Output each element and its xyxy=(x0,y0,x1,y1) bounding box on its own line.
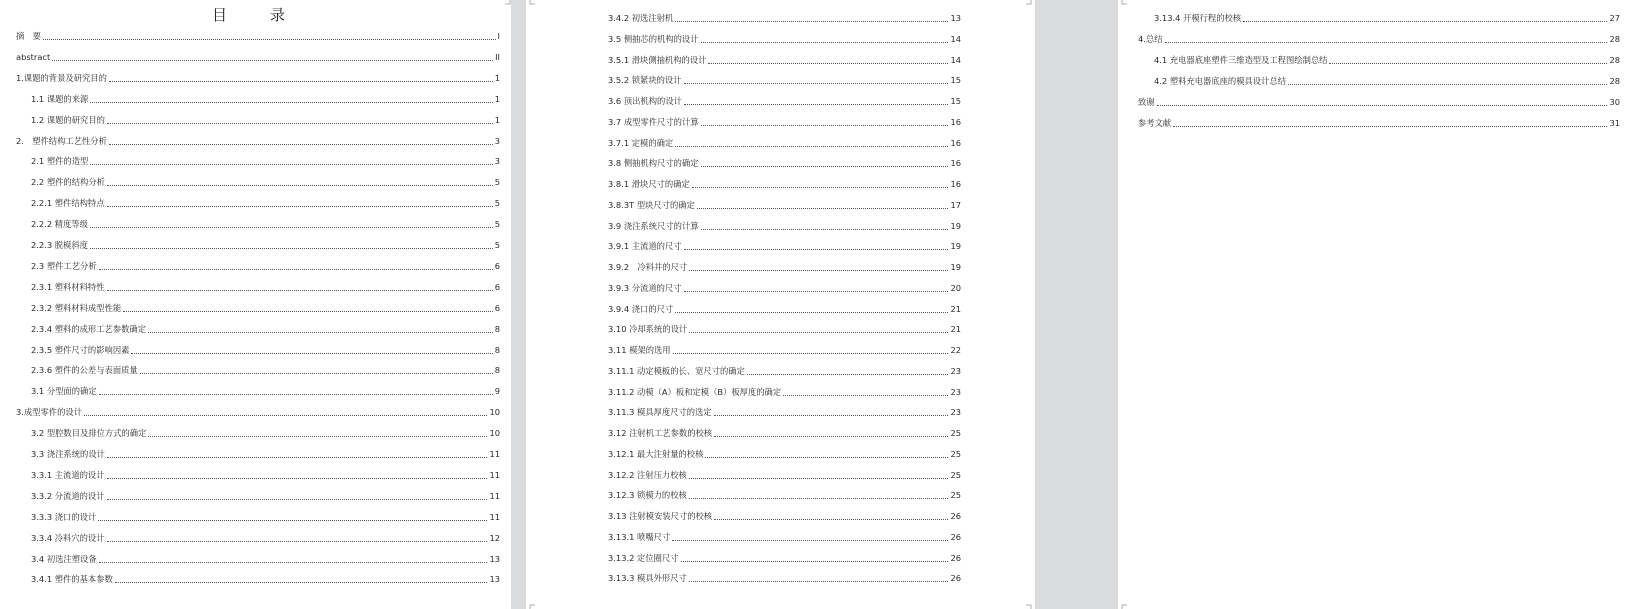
toc-entry-title: 3.3.1 主流道的设计 xyxy=(31,469,105,480)
toc-entry-title: 3.5 侧抽芯的机构的设计 xyxy=(608,33,699,44)
toc-entry[interactable] xyxy=(608,75,961,86)
dot-leader xyxy=(1157,105,1608,106)
toc-entry-title: 3.6 顶出机构的设计 xyxy=(608,96,682,106)
toc-entry-title: 3.13.3 模具外形尺寸 xyxy=(608,573,687,584)
toc-page-number: 8 xyxy=(494,323,500,334)
dot-leader xyxy=(109,144,493,145)
toc-page-number: 11 xyxy=(489,511,500,522)
dot-leader xyxy=(783,395,948,396)
toc-entry-title: 4.总结 xyxy=(1138,33,1163,44)
toc-entry[interactable] xyxy=(608,304,961,315)
dot-leader xyxy=(705,457,948,458)
dot-leader xyxy=(701,229,949,230)
dot-leader xyxy=(140,373,493,374)
toc-page-number: 23 xyxy=(950,365,961,376)
toc-entry-title: 3.11.1 动定模板的长、宽尺寸的确定 xyxy=(608,365,745,376)
dot-leader xyxy=(684,249,949,250)
toc-entry-title: 2.3.1 塑料材料特性 xyxy=(31,281,105,292)
page-corner-mark xyxy=(1026,0,1035,9)
toc-page-number: 20 xyxy=(950,282,961,293)
toc-entry-title: 3.1 分型面的确定 xyxy=(31,386,97,397)
toc-entry[interactable] xyxy=(31,470,500,481)
dot-leader xyxy=(689,581,949,582)
dot-leader xyxy=(123,311,493,312)
toc-entry[interactable] xyxy=(608,387,961,398)
toc-entry[interactable] xyxy=(16,407,500,418)
toc-entry-title: abstract xyxy=(16,51,51,62)
toc-entry[interactable] xyxy=(608,117,961,128)
toc-page-number: 28 xyxy=(1609,54,1620,65)
dot-leader xyxy=(109,81,493,82)
toc-page-number: 22 xyxy=(950,345,961,355)
toc-entry[interactable] xyxy=(608,366,961,377)
toc-entry-title: 致谢 xyxy=(1138,96,1155,107)
toc-entry-title: 3.10 冷却系统的设计 xyxy=(608,324,688,335)
dot-leader xyxy=(675,146,948,147)
toc-entry-title: 3.8.3T 型块尺寸的确定 xyxy=(608,199,695,210)
toc-entry[interactable] xyxy=(31,219,500,230)
toc-entry-title: 2.3.6 塑件的公差与表面质量 xyxy=(31,365,138,376)
dot-leader xyxy=(107,478,488,479)
toc-entry-title: 3.11.3 模具厚度尺寸的选定 xyxy=(608,407,712,418)
toc-entry-title: 2. 塑件结构工艺性分析 xyxy=(16,135,107,146)
toc-entry[interactable] xyxy=(31,282,500,293)
toc-entry-title: 参考文献 xyxy=(1138,117,1172,128)
dot-leader xyxy=(107,457,488,458)
toc-entry[interactable] xyxy=(608,428,961,439)
toc-page-number: 17 xyxy=(950,199,961,210)
toc-entry-title: 3.12.2 注射压力校核 xyxy=(608,469,687,480)
toc-page-number: 19 xyxy=(950,262,961,272)
toc-entry[interactable] xyxy=(608,158,961,169)
toc-page-number: 16 xyxy=(950,158,961,169)
toc-entry-title: 3.13.4 开模行程的校核 xyxy=(1154,13,1242,23)
dot-leader xyxy=(708,63,948,64)
dot-leader xyxy=(681,561,949,562)
toc-entry[interactable] xyxy=(608,449,961,460)
toc-page-number: 27 xyxy=(1609,13,1620,23)
toc-entry[interactable] xyxy=(31,449,500,460)
toc-entry-title: 1.1 课题的来源 xyxy=(31,93,89,104)
dot-leader xyxy=(672,540,948,541)
toc-entry-title: 4.1 充电器底座塑件三维造型及工程图绘制总结 xyxy=(1154,54,1328,65)
toc-entry-title: 2.2 塑件的结构分析 xyxy=(31,177,105,188)
toc-entry[interactable] xyxy=(608,345,961,356)
toc-entry-title: 3.4 初选注塑设备 xyxy=(31,553,97,564)
dot-leader xyxy=(90,248,493,249)
toc-entry[interactable] xyxy=(608,96,961,107)
toc-page-number: 15 xyxy=(950,96,961,106)
toc-entry-title: 3.3.2 分流道的设计 xyxy=(31,490,105,501)
toc-page-number: 26 xyxy=(950,511,961,521)
toc-page-number: 3 xyxy=(494,135,500,146)
toc-entry[interactable] xyxy=(1154,13,1620,24)
toc-page-number: I xyxy=(497,31,500,41)
toc-entry[interactable] xyxy=(608,283,961,294)
toc-entry-title: 3.8 侧抽机构尺寸的确定 xyxy=(608,158,699,169)
dot-leader xyxy=(684,291,949,292)
toc-page-number: 21 xyxy=(950,303,961,314)
toc-entry[interactable] xyxy=(31,261,500,272)
toc-page-number: 14 xyxy=(950,54,961,65)
toc-page-number: 5 xyxy=(494,177,500,188)
toc-entry[interactable] xyxy=(1154,76,1620,87)
toc-entry-title: 3.11 模架的选用 xyxy=(608,345,671,355)
toc-entry[interactable] xyxy=(608,55,961,66)
toc-entry[interactable] xyxy=(608,532,961,543)
dot-leader xyxy=(689,270,948,271)
toc-entry[interactable] xyxy=(31,533,500,544)
toc-page-number: 26 xyxy=(950,552,961,563)
toc-entry[interactable] xyxy=(31,115,500,126)
dot-leader xyxy=(689,478,949,479)
toc-entry[interactable] xyxy=(608,138,961,149)
dot-leader xyxy=(1165,42,1608,43)
toc-page-number: 3 xyxy=(494,156,500,167)
toc-page-number: 5 xyxy=(494,240,500,250)
toc-entry-title: 3.3 浇注系统的设计 xyxy=(31,449,105,459)
dot-leader xyxy=(90,102,492,103)
toc-page-number: 14 xyxy=(950,33,961,44)
dot-leader xyxy=(107,499,488,500)
dot-leader xyxy=(701,42,949,43)
toc-entry[interactable] xyxy=(31,345,500,356)
dot-leader xyxy=(684,83,949,84)
toc-entry-title: 摘 要 xyxy=(16,31,41,41)
dot-leader xyxy=(701,166,949,167)
dot-leader xyxy=(107,123,493,124)
document-page-1 xyxy=(0,0,511,609)
dot-leader xyxy=(1329,63,1607,64)
toc-entry-title: 2.3 塑件工艺分析 xyxy=(31,260,97,271)
dot-leader xyxy=(148,436,487,437)
toc-page-number: 25 xyxy=(950,490,961,501)
toc-entry[interactable] xyxy=(31,365,500,376)
toc-entry-title: 4.2 塑料充电器底座的模具设计总结 xyxy=(1154,75,1286,86)
document-page-2 xyxy=(526,0,1035,609)
dot-leader xyxy=(714,415,949,416)
toc-entry[interactable] xyxy=(608,573,961,584)
toc-entry[interactable] xyxy=(608,324,961,335)
dot-leader xyxy=(675,21,948,22)
dot-leader xyxy=(675,312,948,313)
dot-leader xyxy=(689,332,948,333)
toc-entry-title: 3.9.1 主流道的尺寸 xyxy=(608,241,682,252)
toc-entry[interactable] xyxy=(608,200,961,211)
toc-entry[interactable] xyxy=(608,490,961,501)
dot-leader xyxy=(1288,84,1607,85)
toc-entry-title: 3.7.1 定模的确定 xyxy=(608,137,674,148)
toc-page-number: 16 xyxy=(950,116,961,127)
toc-entry[interactable] xyxy=(608,470,961,481)
toc-entry[interactable] xyxy=(608,179,961,190)
toc-entry[interactable] xyxy=(608,13,961,24)
toc-entry[interactable] xyxy=(31,512,500,523)
toc-page-number: 28 xyxy=(1609,33,1620,44)
toc-entry-title: 2.2.1 塑件结构特点 xyxy=(31,198,105,209)
toc-entry-title: 3.9 浇注系统尺寸的计算 xyxy=(608,220,699,231)
dot-leader xyxy=(43,39,496,40)
toc-page-number: 11 xyxy=(489,469,500,480)
toc-page-number: 9 xyxy=(494,386,500,397)
toc-entry-title: 3.2 型腔数目及排位方式的确定 xyxy=(31,428,147,439)
toc-entry-title: 2.3.4 塑料的成形工艺参数确定 xyxy=(31,323,147,334)
toc-entry-title: 3.4.2 初选注射机 xyxy=(608,13,674,23)
toc-entry-title: 1.2 课题的研究目的 xyxy=(31,114,105,125)
toc-page-number: 25 xyxy=(950,469,961,480)
toc-entry[interactable] xyxy=(608,221,961,232)
dot-leader xyxy=(115,582,488,583)
toc-page-number: 6 xyxy=(494,302,500,313)
toc-entry-title: 2.3.5 塑件尺寸的影响因素 xyxy=(31,344,130,355)
toc-entry[interactable] xyxy=(1138,34,1620,45)
toc-page-number: 8 xyxy=(494,344,500,355)
toc-entry-title: 2.2.3 脱模斜度 xyxy=(31,240,88,250)
dot-leader xyxy=(90,164,492,165)
toc-entry-title: 2.2.2 精度等级 xyxy=(31,219,88,230)
dot-leader xyxy=(673,353,949,354)
toc-entry[interactable] xyxy=(31,324,500,335)
toc-entry[interactable] xyxy=(16,31,500,42)
toc-page-number: 10 xyxy=(489,428,500,439)
dot-leader xyxy=(1243,21,1607,22)
toc-entry[interactable] xyxy=(31,177,500,188)
toc-page-number: 19 xyxy=(950,220,961,231)
toc-entry[interactable] xyxy=(31,303,500,314)
dot-leader xyxy=(714,436,948,437)
toc-entry[interactable] xyxy=(31,156,500,167)
dot-leader xyxy=(701,125,949,126)
dot-leader xyxy=(148,332,493,333)
toc-page-number: 25 xyxy=(950,448,961,459)
toc-entry-title: 1.课题的背景及研究目的 xyxy=(16,72,107,83)
toc-entry[interactable] xyxy=(31,491,500,502)
dot-leader xyxy=(747,374,949,375)
dot-leader xyxy=(99,562,488,563)
toc-page-number: 19 xyxy=(950,241,961,252)
toc-page-number: 15 xyxy=(950,75,961,86)
dot-leader xyxy=(52,60,493,61)
toc-page-number: 12 xyxy=(489,532,500,543)
toc-page-number: 5 xyxy=(494,198,500,209)
toc-entry[interactable] xyxy=(16,52,500,63)
toc-entry-title: 3.9.3 分流道的尺寸 xyxy=(608,282,682,293)
toc-entry[interactable] xyxy=(31,554,500,565)
toc-entry-title: 3.成型零件的设计 xyxy=(16,407,82,418)
toc-entry[interactable] xyxy=(31,94,500,105)
dot-leader xyxy=(107,541,488,542)
toc-entry-title: 2.1 塑件的造型 xyxy=(31,156,89,167)
toc-entry[interactable] xyxy=(1138,97,1620,108)
toc-entry[interactable] xyxy=(608,553,961,564)
dot-leader xyxy=(107,206,493,207)
toc-page-number: 30 xyxy=(1609,96,1620,107)
dot-leader xyxy=(131,353,492,354)
dot-leader xyxy=(684,104,949,105)
toc-page-number: 26 xyxy=(950,573,961,584)
toc-entry-title: 2.3.2 塑料材料成型性能 xyxy=(31,302,122,313)
toc-page-number: II xyxy=(495,51,500,62)
toc-entry[interactable] xyxy=(608,511,961,522)
toc-entry[interactable] xyxy=(31,198,500,209)
page-corner-mark xyxy=(1118,600,1127,609)
toc-entry-title: 3.13.2 定位圈尺寸 xyxy=(608,552,679,563)
toc-page-number: 26 xyxy=(950,531,961,542)
toc-entry[interactable] xyxy=(16,136,500,147)
toc-entry-title: 3.13.1 喷嘴尺寸 xyxy=(608,531,671,542)
toc-page-number: 1 xyxy=(494,114,500,125)
toc-page-number: 13 xyxy=(489,553,500,564)
toc-entry[interactable] xyxy=(31,240,500,251)
toc-entry-title: 3.3.4 冷料穴的设计 xyxy=(31,532,105,543)
toc-entry[interactable] xyxy=(608,407,961,418)
dot-leader xyxy=(99,269,493,270)
dot-leader xyxy=(107,290,493,291)
toc-page-number: 31 xyxy=(1609,117,1620,128)
toc-entry-title: 3.5.2 锁紧块的设计 xyxy=(608,75,682,86)
toc-entry-title: 3.12.3 锁模力的校核 xyxy=(608,490,687,501)
dot-leader xyxy=(1173,126,1607,127)
page-corner-mark xyxy=(1118,0,1127,9)
toc-page-number: 23 xyxy=(950,407,961,418)
dot-leader xyxy=(107,185,493,186)
page-corner-mark xyxy=(1026,600,1035,609)
page-corner-mark xyxy=(526,600,535,609)
dot-leader xyxy=(99,394,493,395)
toc-page-number: 28 xyxy=(1609,75,1620,86)
toc-page-number: 8 xyxy=(494,365,500,376)
toc-entry[interactable] xyxy=(608,262,961,273)
document-page-3 xyxy=(1118,0,1631,609)
dot-leader xyxy=(98,520,487,521)
toc-entry-title: 3.12 注射机工艺参数的校核 xyxy=(608,428,713,438)
toc-entry[interactable] xyxy=(31,428,500,439)
toc-page-number: 23 xyxy=(950,386,961,397)
toc-page-number: 6 xyxy=(494,281,500,292)
toc-entry[interactable] xyxy=(16,73,500,84)
toc-entry-title: 3.13 注射模安装尺寸的校核 xyxy=(608,511,713,521)
toc-entry-title: 3.4.1 塑件的基本参数 xyxy=(31,574,113,585)
toc-page-number: 1 xyxy=(494,72,500,83)
toc-page-number: 6 xyxy=(494,260,500,271)
toc-entry-title: 3.11.2 动模（A）板和定模（B）板厚度的确定 xyxy=(608,386,782,397)
toc-entry-title: 3.9.4 浇口的尺寸 xyxy=(608,303,674,314)
toc-entry-title: 3.5.1 滑块侧抽机构的设计 xyxy=(608,54,707,65)
toc-entry[interactable] xyxy=(31,574,500,585)
toc-page-number: 1 xyxy=(494,93,500,104)
toc-page-number: 21 xyxy=(950,324,961,335)
toc-page-number: 13 xyxy=(950,13,961,23)
toc-page-number: 10 xyxy=(489,407,500,418)
dot-leader xyxy=(692,187,949,188)
toc-page-number: 5 xyxy=(494,219,500,230)
toc-entry-title: 3.8.1 滑块尺寸的确定 xyxy=(608,179,690,189)
toc-title: 目 录 xyxy=(211,6,299,24)
toc-page-number: 16 xyxy=(950,137,961,148)
toc-entry[interactable] xyxy=(1138,118,1620,129)
toc-entry[interactable] xyxy=(31,386,500,397)
dot-leader xyxy=(90,227,493,228)
toc-entry-title: 3.12.1 最大注射量的校核 xyxy=(608,448,704,459)
dot-leader xyxy=(84,415,487,416)
toc-entry[interactable] xyxy=(608,34,961,45)
page-corner-mark xyxy=(526,0,535,9)
toc-entry-title: 3.3.3 浇口的设计 xyxy=(31,511,97,522)
toc-page-number: 11 xyxy=(489,449,500,459)
dot-leader xyxy=(689,498,949,499)
dot-leader xyxy=(714,519,948,520)
toc-entry-title: 3.7 成型零件尺寸的计算 xyxy=(608,116,699,127)
toc-page-number: 25 xyxy=(950,428,961,438)
toc-entry-title: 3.9.2 冷料井的尺寸 xyxy=(608,262,688,272)
toc-entry[interactable] xyxy=(1154,55,1620,66)
dot-leader xyxy=(697,208,949,209)
toc-page-number: 13 xyxy=(489,574,500,585)
toc-entry[interactable] xyxy=(608,241,961,252)
toc-page-number: 16 xyxy=(950,179,961,189)
toc-page-number: 11 xyxy=(489,490,500,501)
